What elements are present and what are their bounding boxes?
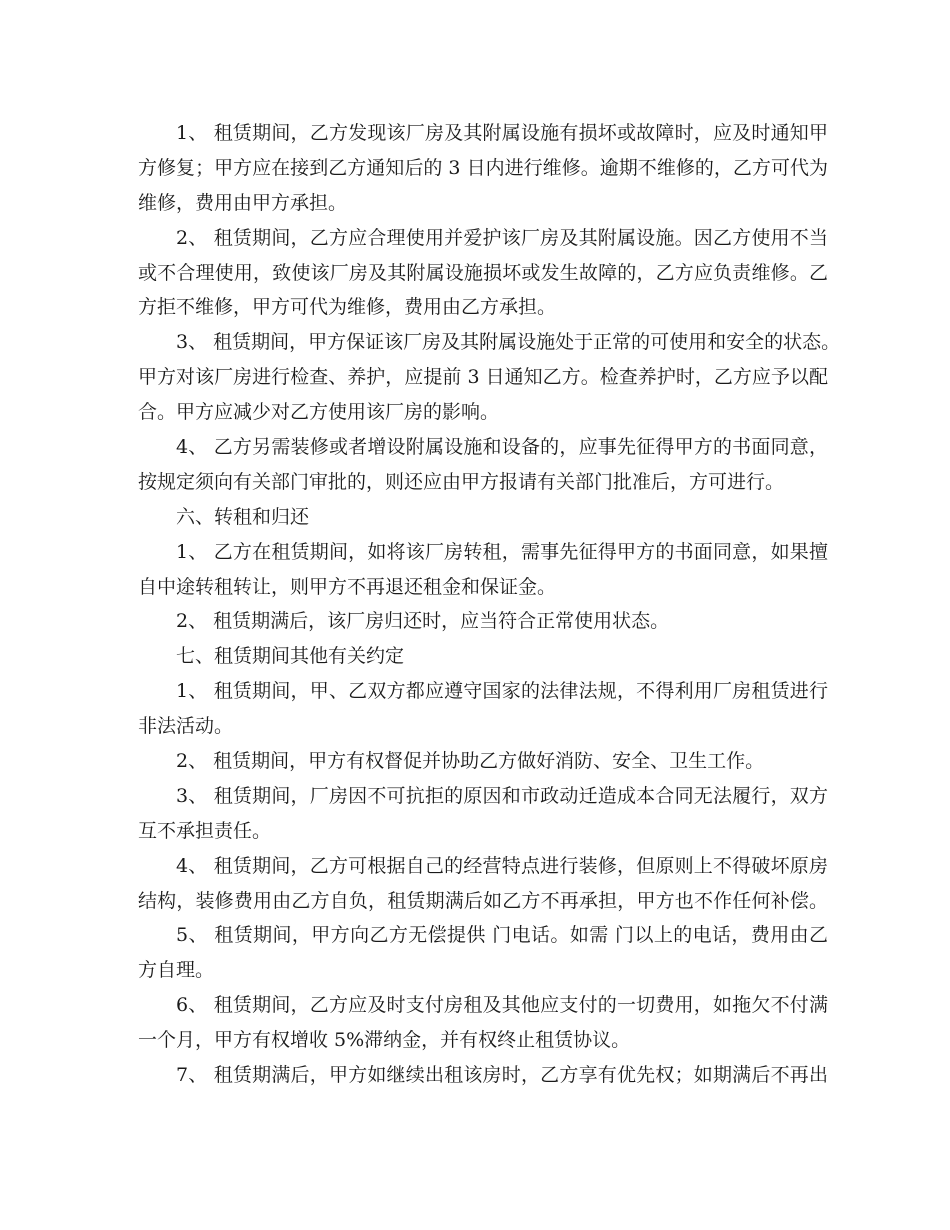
text-line: 4、 租赁期间，乙方可根据自己的经营特点进行装修，但原则上不得破坏原房 [176, 854, 828, 877]
text-line: 或不合理使用，致使该厂房及其附属设施损坏或发生故障的，乙方应负责维修。乙 [138, 261, 828, 284]
text-line: 5、 租赁期间，甲方向乙方无偿提供 门电话。如需 门以上的电话，费用由乙 [176, 924, 828, 947]
text-line: 2、 租赁期满后，该厂房归还时，应当符合正常使用状态。 [176, 610, 670, 633]
text-line: 3、 租赁期间，厂房因不可抗拒的原因和市政动迁造成本合同无法履行，双方 [176, 784, 828, 807]
text-line: 结构，装修费用由乙方自负，租赁期满后如乙方不再承担，甲方也不作任何补偿。 [138, 889, 828, 912]
text-line: 非法活动。 [138, 715, 234, 738]
text-line: 6、 租赁期间，乙方应及时支付房租及其他应支付的一切费用，如拖欠不付满 [176, 994, 828, 1017]
text-line: 4、 乙方另需装修或者增设附属设施和设备的，应事先征得甲方的书面同意， [176, 436, 828, 459]
text-line: 维修，费用由甲方承担。 [138, 191, 348, 214]
section-heading: 六、转租和归还 [176, 505, 310, 528]
text-line: 1、 租赁期间，甲、乙双方都应遵守国家的法律法规，不得利用厂房租赁进行 [176, 680, 828, 703]
text-line: 方修复；甲方应在接到乙方通知后的 3 日内进行维修。逾期不维修的，乙方可代为 [138, 156, 828, 179]
text-line: 一个月，甲方有权增收 5%滞纳金，并有权终止租赁协议。 [138, 1029, 631, 1052]
text-line: 7、 租赁期满后，甲方如继续出租该房时，乙方享有优先权；如期满后不再出 [176, 1064, 828, 1087]
text-line: 1、 乙方在租赁期间，如将该厂房转租，需事先征得甲方的书面同意，如果擅 [176, 540, 828, 563]
text-line: 2、 租赁期间，乙方应合理使用并爱护该厂房及其附属设施。因乙方使用不当 [176, 226, 828, 249]
text-line: 甲方对该厂房进行检查、养护，应提前 3 日通知乙方。检查养护时，乙方应予以配 [138, 366, 828, 389]
document-body [138, 116, 841, 1093]
text-line: 互不承担责任。 [138, 819, 272, 842]
text-line: 1、 租赁期间，乙方发现该厂房及其附属设施有损坏或故障时，应及时通知甲 [176, 122, 828, 144]
text-line: 自中途转租转让，则甲方不再退还租金和保证金。 [138, 575, 557, 598]
text-line: 3、 租赁期间，甲方保证该厂房及其附属设施处于正常的可使用和安全的状态。 [176, 331, 841, 354]
text-line: 按规定须向有关部门审批的，则还应由甲方报请有关部门批准后，方可进行。 [138, 470, 785, 493]
text-line: 方自理。 [138, 959, 215, 982]
text-line: 2、 租赁期间，甲方有权督促并协助乙方做好消防、安全、卫生工作。 [176, 750, 765, 773]
section-heading: 七、租赁期间其他有关约定 [176, 645, 405, 668]
text-line: 合。甲方应减少对乙方使用该厂房的影响。 [138, 401, 500, 424]
text-line: 方拒不维修，甲方可代为维修，费用由乙方承担。 [138, 296, 557, 319]
